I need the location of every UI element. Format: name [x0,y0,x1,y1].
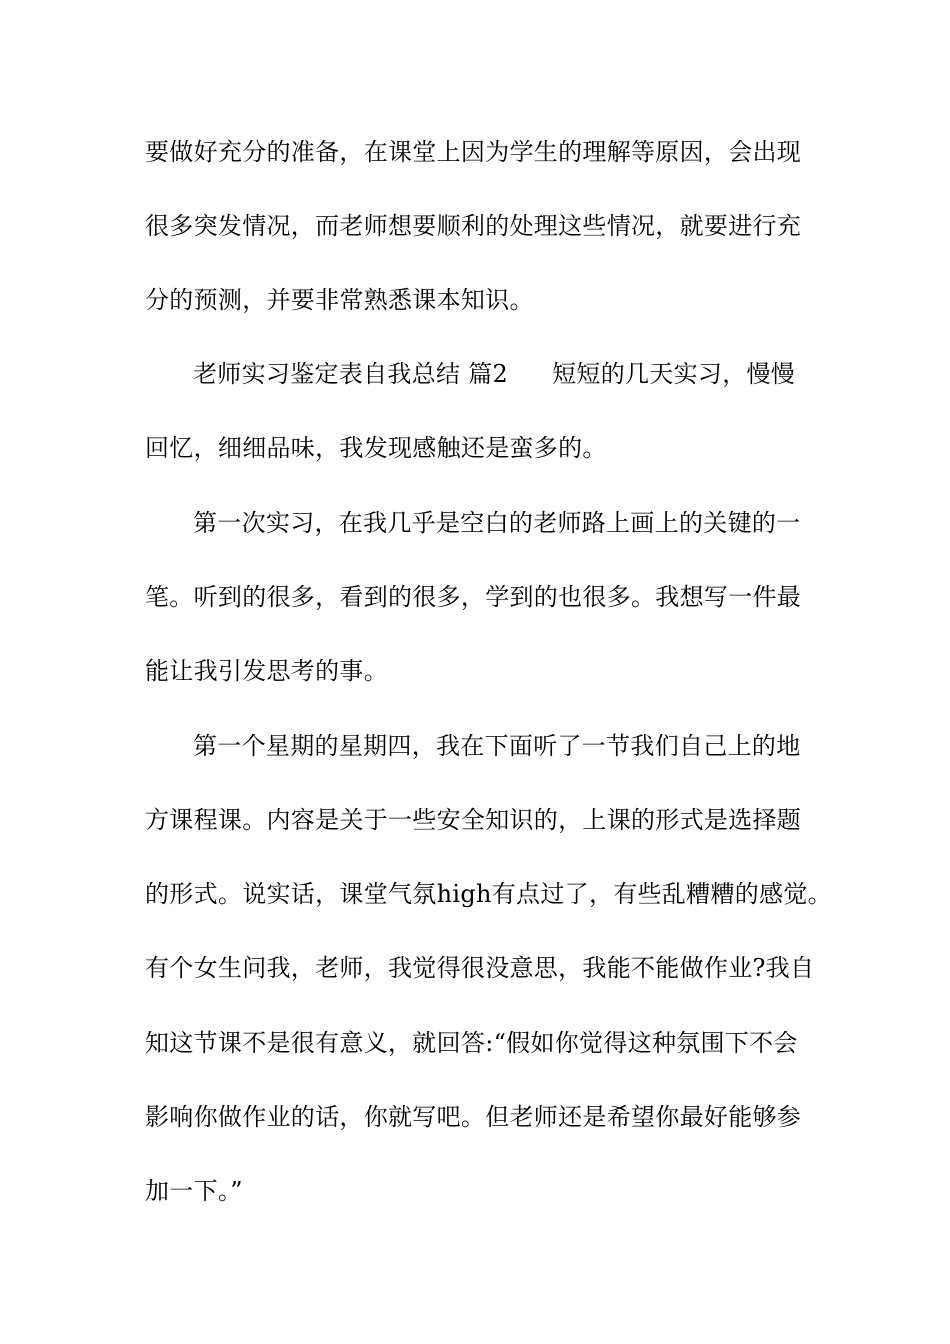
text-line: 第一个星期的星期四，我在下面听了一节我们自己上的地 [193,732,801,760]
text-line: 知这节课不是很有意义，就回答:“假如你觉得这种氛围下不会 [145,1029,798,1057]
text-line: 很多突发情况，而老师想要顺利的处理这些情况，就要进行充 [145,212,802,240]
text-line: 加一下。” [145,1177,243,1205]
text-line: 第一次实习，在我几乎是空白的老师路上画上的关键的一 [193,509,801,537]
text-line: 方课程课。内容是关于一些安全知识的，上课的形式是选择题 [145,806,802,834]
section-heading-line [193,359,795,389]
text-line: 的形式。说实话，课堂气氛high有点过了，有些乱糟糟的感觉。 [145,880,832,908]
text-line: 分的预测，并要非常熟悉课本知识。 [145,286,534,314]
text-line: 影响你做作业的话，你就写吧。但老师还是希望你最好能够参 [145,1103,802,1131]
text-line: 能让我引发思考的事。 [145,657,388,685]
text-line: 有个女生问我，老师，我觉得很没意思，我能不能做作业?我自 [145,954,815,982]
section-heading: 老师实习鉴定表自我总结 篇2 [193,360,509,388]
text-line: 要做好充分的准备，在课堂上因为学生的理解等原因，会出现 [145,138,802,166]
text-line: 回忆，细细品味，我发现感触还是蛮多的。 [145,434,607,462]
text-line: 笔。听到的很多，看到的很多，学到的也很多。我想写一件最 [145,583,802,611]
text-line: 短短的几天实习，慢慢 [552,360,796,388]
